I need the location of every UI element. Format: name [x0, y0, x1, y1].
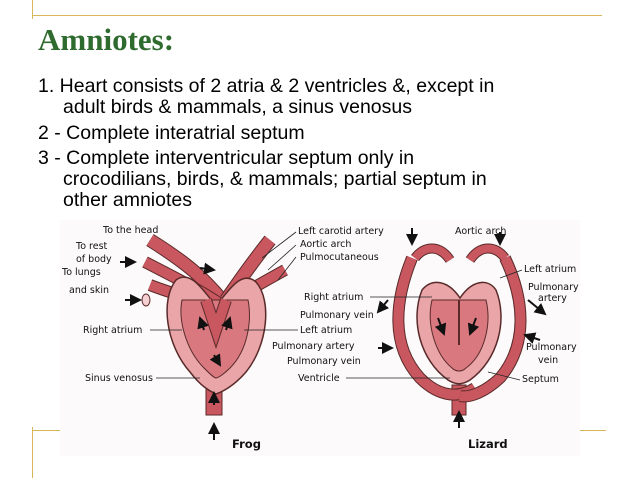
caption-frog: Frog [232, 437, 261, 451]
bullet-point-1-line-2: adult birds & mammals, a sinus venosus [63, 96, 412, 118]
label-sinus-venosus: Sinus venosus [85, 373, 153, 384]
label-left-atrium-frog: Left atrium [300, 325, 353, 336]
label-and-skin: and skin [69, 285, 110, 296]
label-septum: Septum [522, 374, 559, 385]
label-pulmonary-artery-lizard-1: Pulmonary [528, 282, 579, 293]
bullet-point-2-line-1: 2 - Complete interatrial septum [38, 122, 305, 144]
label-to-the-head: To the head [103, 225, 159, 236]
label-to-lungs: To lungs [62, 267, 101, 278]
label-left-atrium-lizard: Left atrium [524, 264, 577, 275]
label-pulmonary-vein-frog: Pulmonary vein [300, 310, 374, 321]
label-of-body: of body [76, 254, 112, 265]
label-pulmonary-artery-mid: Pulmonary artery [272, 341, 355, 352]
label-pulmonary-vein-lizard-1: Pulmonary [526, 342, 577, 353]
label-left-carotid-artery: Left carotid artery [298, 226, 384, 237]
lizard-heart [378, 228, 545, 428]
caption-lizard: Lizard [468, 437, 508, 451]
label-pulmonary-vein-mid: Pulmonary vein [287, 356, 361, 367]
label-pulmocutaneous: Pulmocutaneous [300, 252, 379, 263]
frog-heart [120, 240, 285, 440]
slide-title: Amniotes: [38, 22, 175, 57]
label-right-atrium-frog: Right atrium [83, 325, 143, 336]
label-right-atrium-lizard: Right atrium [304, 292, 364, 303]
bullet-point-3-line-1: 3 - Complete interventricular septum only in [38, 147, 415, 169]
label-aortic-arch-lizard: Aortic arch [455, 226, 507, 237]
label-pulmonary-artery-lizard-2: artery [538, 293, 567, 304]
label-pulmonary-vein-lizard-2: vein [538, 355, 559, 366]
label-ventricle: Ventricle [298, 373, 340, 384]
bullet-point-1-line-1: 1. Heart consists of 2 atria & 2 ventricles &, except in [38, 75, 495, 97]
bullet-point-3-line-2: crocodilians, birds, & mammals; partial septum in [63, 168, 487, 190]
bullet-point-3-line-3: other amniotes [63, 189, 192, 211]
label-aortic-arch-frog: Aortic arch [300, 239, 352, 250]
label-to-rest: To rest [76, 241, 108, 252]
